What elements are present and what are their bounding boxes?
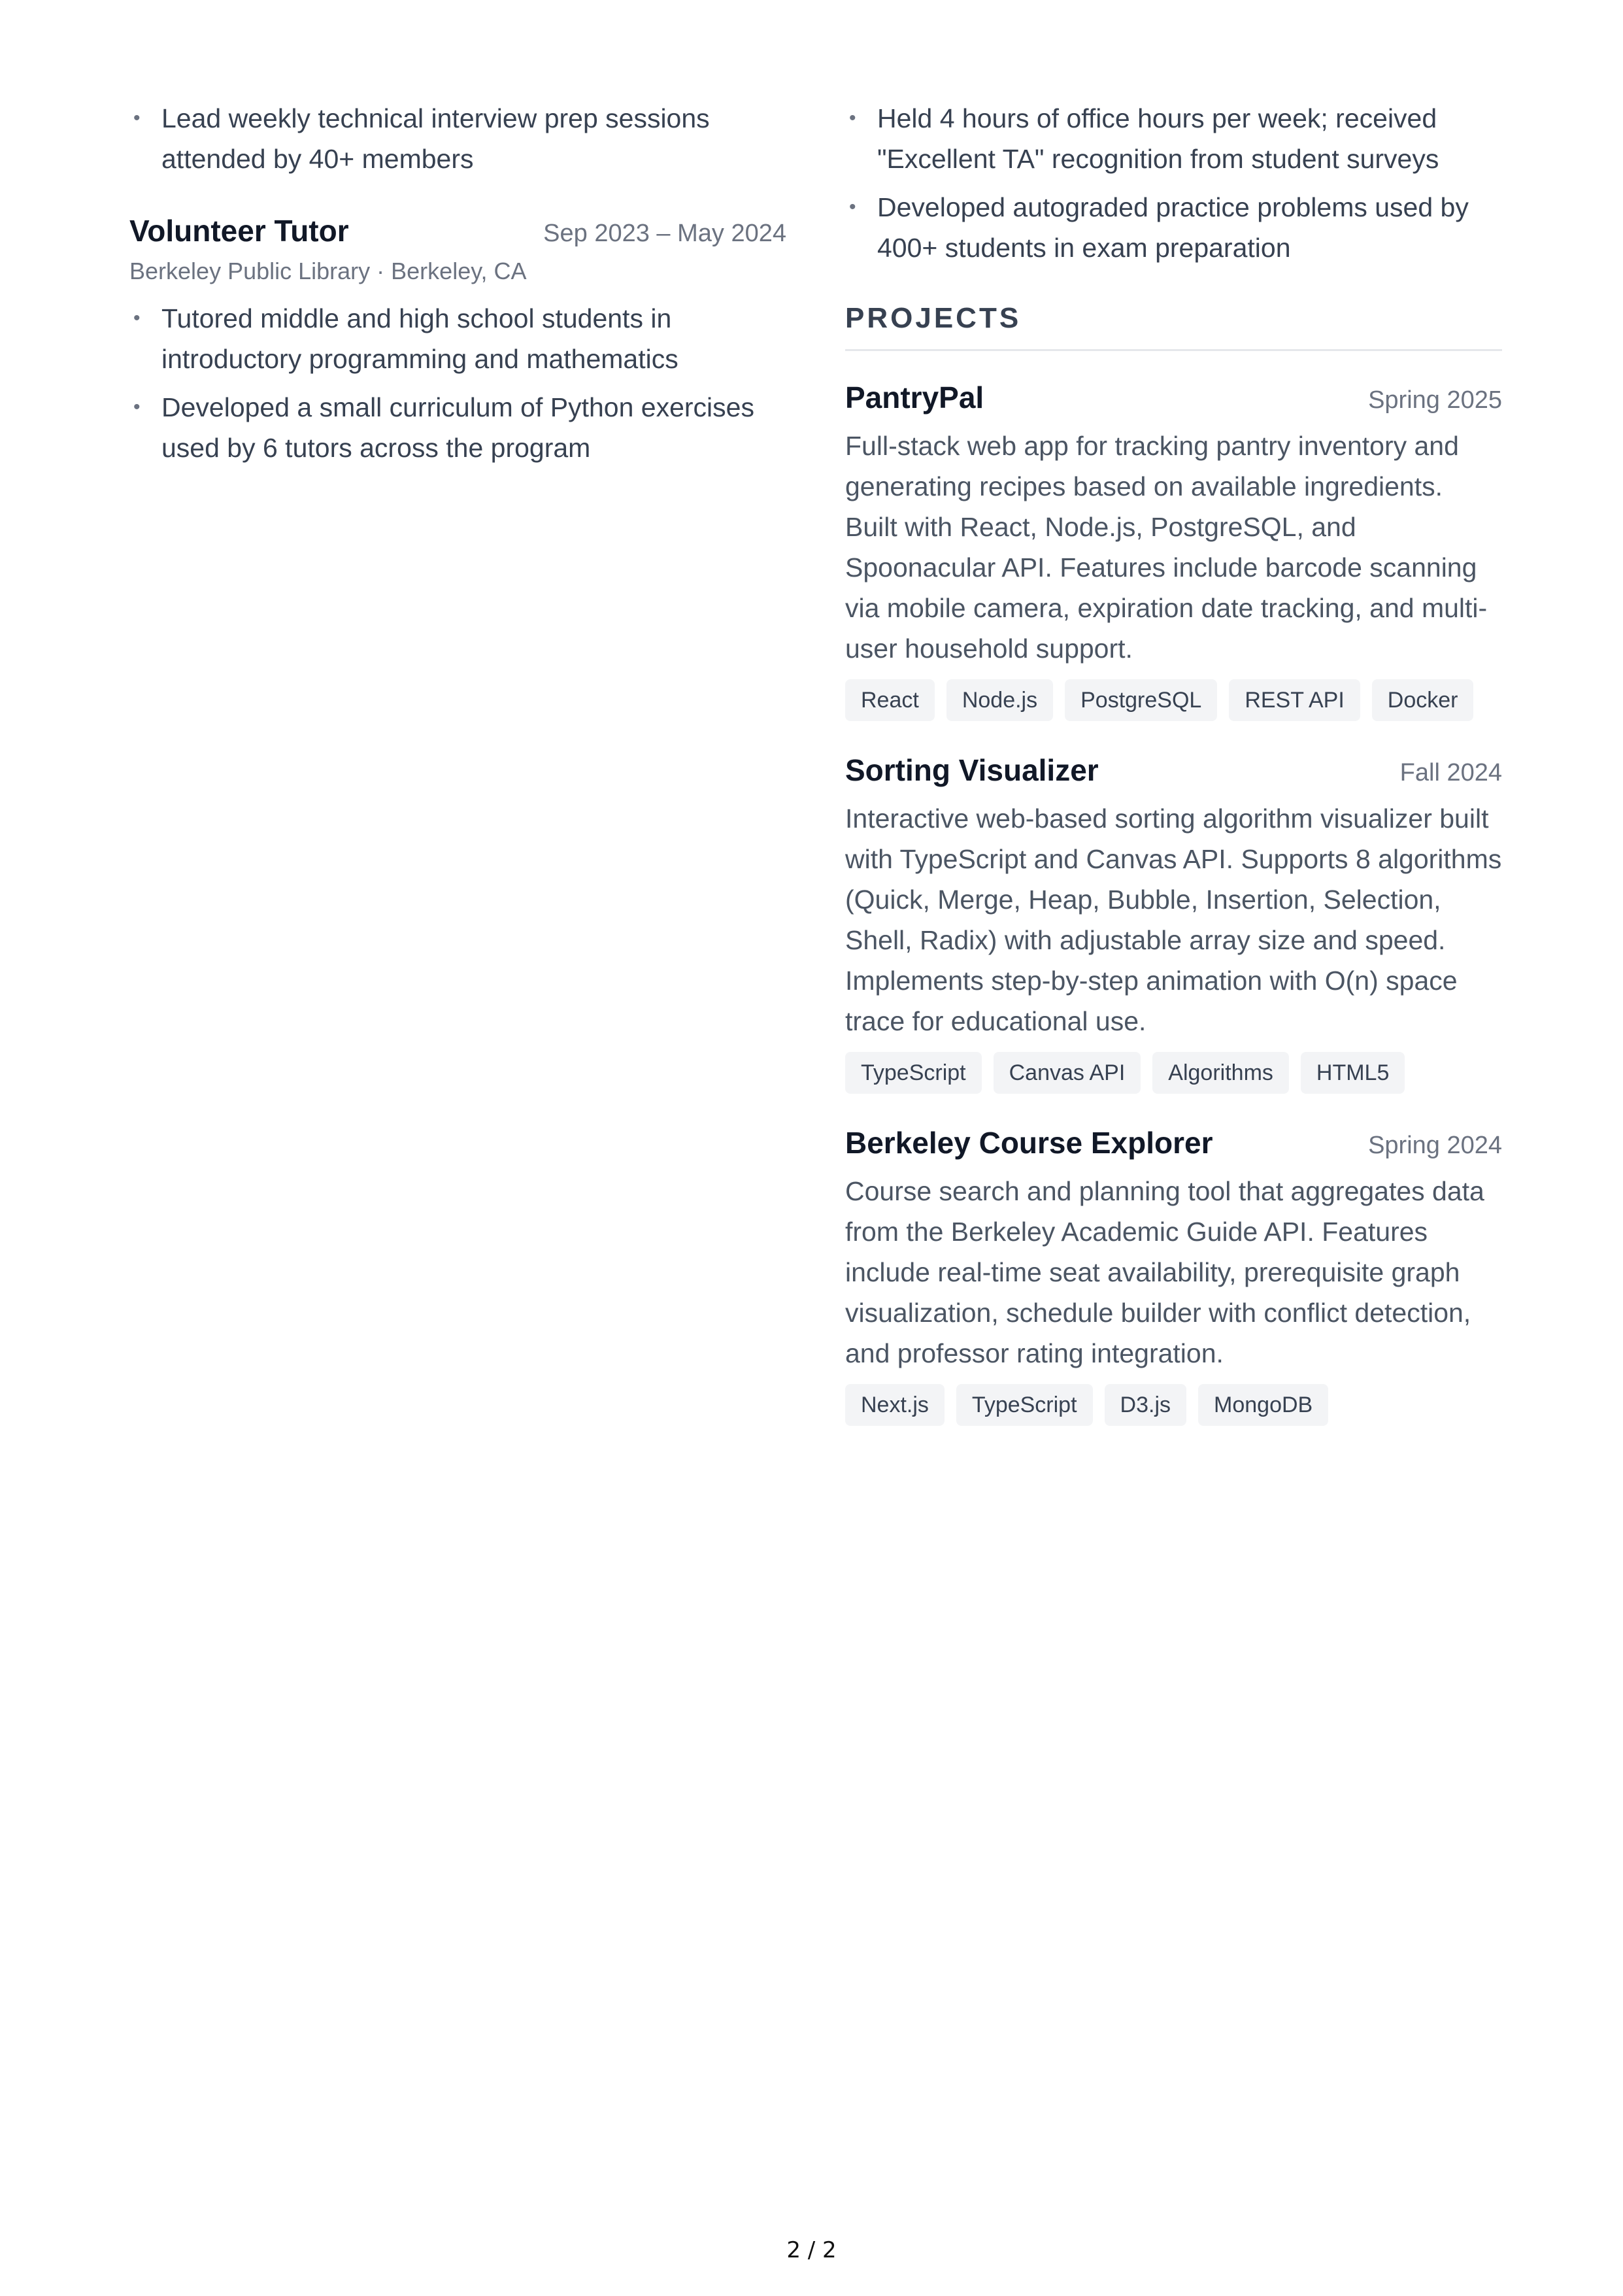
entry-bullets <box>129 298 786 468</box>
project-title: PantryPal <box>845 380 984 414</box>
bullet-text: Developed autograded practice problems used by 400+ students in exam preparation <box>877 192 1469 263</box>
project-title: Sorting Visualizer <box>845 753 1099 787</box>
bullet-item <box>845 187 1502 268</box>
bullet-item <box>129 98 786 179</box>
tech-tag: REST API <box>1229 679 1360 721</box>
bullet-item <box>129 298 786 379</box>
left-column <box>129 98 786 476</box>
tech-tag: React <box>845 679 935 721</box>
tech-tag: TypeScript <box>845 1052 982 1094</box>
project-description: Full-stack web app for tracking pantry inventory and generating recipes based on available ingredients. Built with React, Node.js, PostgreSQL, and Spoonacular API. Features include barcode scanning via mobile camera, expiration date tracking, and multi-user household support. <box>845 431 1488 664</box>
bullet-item <box>129 387 786 468</box>
bullet-dot-icon: • <box>849 107 856 129</box>
project-pantrypal <box>845 380 1502 721</box>
section-title-projects: PROJECTS <box>845 302 1502 351</box>
project-description: Course search and planning tool that aggregates data from the Berkeley Academic Guide API. Features include real-time seat availability, prerequisite graph visualization, schedule builder with conflict detection, and professor rating integration. <box>845 1176 1484 1368</box>
tech-tag: Docker <box>1372 679 1474 721</box>
bullet-item <box>845 98 1502 179</box>
tech-tag: MongoDB <box>1198 1384 1328 1426</box>
tech-tag: D3.js <box>1105 1384 1186 1426</box>
bullet-text: Held 4 hours of office hours per week; received "Excellent TA" recognition from student surveys <box>877 103 1439 174</box>
bullet-text: Tutored middle and high school students in introductory programming and mathematics <box>161 303 678 374</box>
tech-tag: HTML5 <box>1301 1052 1405 1094</box>
tech-tag: PostgreSQL <box>1065 679 1217 721</box>
tech-tag: Algorithms <box>1152 1052 1289 1094</box>
right-column <box>845 98 1502 1457</box>
project-tags <box>845 1052 1502 1094</box>
tech-tag: Node.js <box>946 679 1053 721</box>
project-tags <box>845 679 1502 721</box>
bullet-dot-icon: • <box>849 196 856 218</box>
tech-tag: Next.js <box>845 1384 945 1426</box>
tech-tag: TypeScript <box>956 1384 1093 1426</box>
tech-tag: Canvas API <box>994 1052 1141 1094</box>
project-date: Spring 2024 <box>1368 1132 1502 1159</box>
bullet-text: Developed a small curriculum of Python exercises used by 6 tutors across the program <box>161 392 754 463</box>
bullet-dot-icon: • <box>133 307 141 329</box>
carryover-bullets-left <box>129 98 786 179</box>
page-number: 2 / 2 <box>786 2237 837 2263</box>
entry-date: Sep 2023 – May 2024 <box>543 220 786 247</box>
project-sorting-visualizer <box>845 752 1502 1094</box>
project-title: Berkeley Course Explorer <box>845 1126 1213 1160</box>
bullet-text: Lead weekly technical interview prep sessions attended by 40+ members <box>161 103 710 174</box>
bullet-dot-icon: • <box>133 107 141 129</box>
project-tags <box>845 1384 1502 1426</box>
entry-title: Volunteer Tutor <box>129 214 349 248</box>
entry-subtitle: Berkeley Public Library · Berkeley, CA <box>129 258 527 284</box>
project-date: Fall 2024 <box>1399 759 1502 786</box>
bullet-dot-icon: • <box>133 396 141 418</box>
project-berkeley-course-explorer <box>845 1125 1502 1426</box>
project-description: Interactive web-based sorting algorithm visualizer built with TypeScript and Canvas API. Supports 8 algorithms (Quick, Merge, Heap, Bubble, Insertion, Selection, Shell, Radix) with adjustable array size and speed. Implements step-by-step animation with O(n) space trace for educational use. <box>845 803 1502 1036</box>
project-date: Spring 2025 <box>1368 386 1502 414</box>
experience-entry-volunteer <box>129 213 786 468</box>
carryover-bullets-right <box>845 98 1502 268</box>
